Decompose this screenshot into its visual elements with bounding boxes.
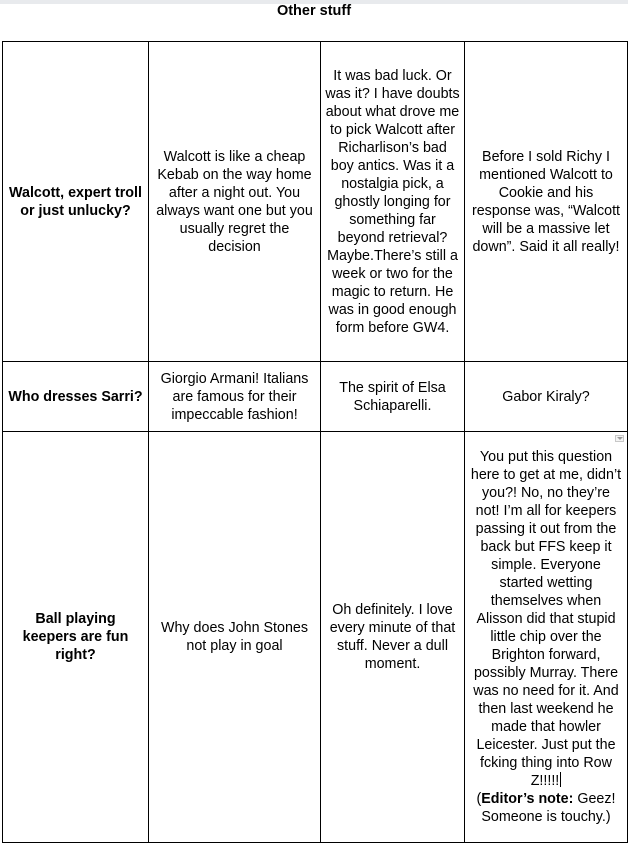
note-open-paren: ( (476, 791, 482, 807)
table-row (3, 42, 628, 362)
answer-cell[interactable] (465, 42, 628, 362)
answer-cell[interactable] (149, 362, 321, 432)
question-text: Walcott, expert troll or just unlucky? (9, 184, 142, 219)
answer-cell[interactable] (321, 362, 465, 432)
answer-text: Why does John Stones not play in goal (160, 620, 309, 654)
table-row (3, 362, 628, 432)
question-text: Ball playing keepers are fun right? (22, 611, 129, 663)
answer-cell[interactable] (465, 432, 628, 843)
answer-cell[interactable] (149, 432, 321, 843)
answer-cell[interactable] (321, 42, 465, 362)
answer-text: Before I sold Richy I mentioned Walcott to Cookie and his response was, “Walcott will be a massive let down”. Said it all really! (471, 148, 621, 255)
comparison-table (2, 41, 628, 843)
question-cell[interactable] (3, 362, 149, 432)
answer-text: Oh definitely. I love every minute of that stuff. Never a dull moment. (329, 602, 456, 672)
answer-text: The spirit of Elsa Schiaparelli. (339, 379, 446, 414)
question-text: Who dresses Sarri? (8, 388, 143, 405)
answer-text: Walcott is like a cheap Kebab on the way home after a night out. You always want one but you usually regret the decision (156, 148, 313, 255)
question-cell[interactable] (3, 42, 149, 362)
answer-cell[interactable] (465, 362, 628, 432)
answer-text: You put this question here to get at me, didn’t you?! No, no they’re not! I’m all for keepers passing it out from the back but FFS keep it simple. Everyone started wetting themselves when Alisson did that stupid little chip over the Brighton forward, possibly Murray. There was no need for it. And then last weekend he made that howler Leicester. Just put the fcking thing into Row Z!!!!! (470, 449, 622, 789)
answer-text: Gabor Kiraly? (502, 388, 590, 405)
page-title: Other stuff (276, 3, 352, 19)
answer-cell[interactable] (321, 432, 465, 843)
question-cell[interactable] (3, 432, 149, 843)
answer-text: It was bad luck. Or was it? I have doubts about what drove me to pick Walcott after Richarlison’s bad boy antics. Was it a nostalgia pick, a ghostly longing for something far beyond retrieval? Maybe.There’s still a week or two for the magic to return. He was in good enough form before GW4. (325, 67, 460, 336)
answer-cell[interactable] (149, 42, 321, 362)
text-cursor-icon (560, 772, 561, 787)
answer-text: Giorgio Armani! Italians are famous for their impeccable fashion! (160, 370, 309, 423)
editor-note-text: Geez! Someone is touchy.) (481, 791, 616, 825)
editor-note-label: Editor’s note: (481, 791, 574, 807)
table-row (3, 432, 628, 843)
cell-menu-dropdown-icon[interactable] (615, 435, 624, 442)
